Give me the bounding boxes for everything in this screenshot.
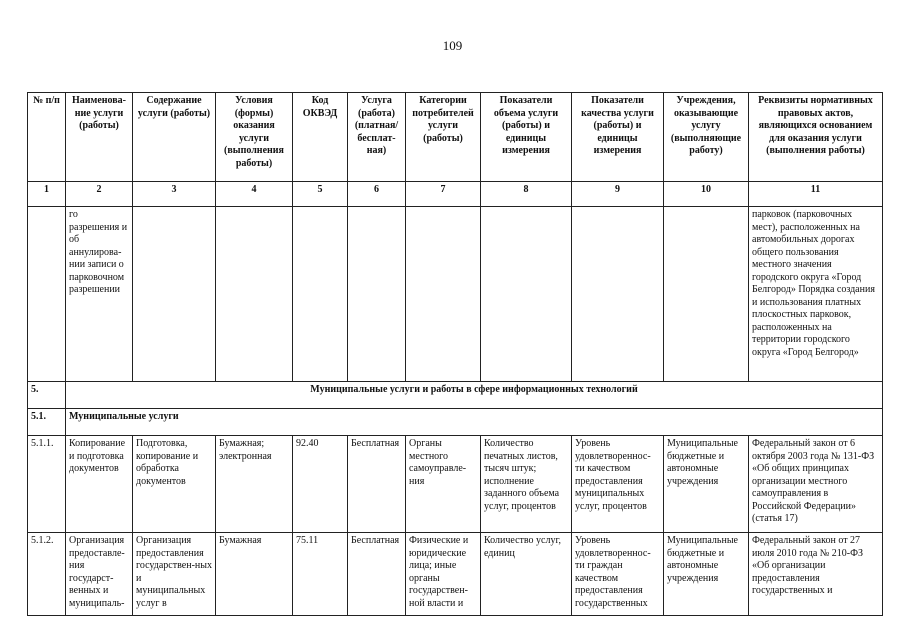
section-title: Муниципальные услуги и работы в сфере информационных технологий <box>66 382 883 409</box>
quality-indicators: Уровень удовлетвореннос-ти граждан качеством предоставления государственных <box>572 533 664 616</box>
column-number: 11 <box>749 182 883 207</box>
quality-indicators: Уровень удовлетвореннос-ти качеством предоставления муниципальных услуг, процентов <box>572 436 664 533</box>
column-number: 1 <box>28 182 66 207</box>
column-number: 4 <box>216 182 293 207</box>
institutions: Муниципальные бюджетные и автономные учреждения <box>664 533 749 616</box>
volume-indicators: Количество печатных листов, тысяч штук; исполнение заданного объема услуг, процентов <box>481 436 572 533</box>
service-content: Подготовка, копирование и обработка документов <box>133 436 216 533</box>
continuation-name-cell: го разрешения и об аннулирова-нии записи о парковочном разрешении <box>66 207 133 382</box>
legal-acts: Федеральный закон от 27 июля 2010 года № 210-ФЗ «Об организации предоставления государственных и <box>749 533 883 616</box>
section-number: 5. <box>28 382 66 409</box>
header-cell: Содержание услуги (работы) <box>133 93 216 182</box>
okved-code: 75.11 <box>293 533 348 616</box>
subsection-title: Муниципальные услуги <box>66 409 883 436</box>
services-table <box>27 92 883 616</box>
subsection-row <box>28 409 883 436</box>
column-number: 8 <box>481 182 572 207</box>
okved-code: 92.40 <box>293 436 348 533</box>
header-cell: Категории потребителей услуги (работы) <box>406 93 481 182</box>
service-conditions: Бумажная <box>216 533 293 616</box>
paid-status: Бесплатная <box>348 436 406 533</box>
column-number: 5 <box>293 182 348 207</box>
institutions: Муниципальные бюджетные и автономные учреждения <box>664 436 749 533</box>
header-cell: Показатели качества услуги (работы) и единицы измерения <box>572 93 664 182</box>
header-cell: № п/п <box>28 93 66 182</box>
row-number: 5.1.1. <box>28 436 66 533</box>
volume-indicators: Количество услуг, единиц <box>481 533 572 616</box>
column-number: 3 <box>133 182 216 207</box>
column-number: 9 <box>572 182 664 207</box>
header-row <box>28 93 883 182</box>
legal-acts: Федеральный закон от 6 октября 2003 года № 131-ФЗ «Об общих принципах организации местного самоуправления в Российской Федерации» (статья 17) <box>749 436 883 533</box>
column-number: 10 <box>664 182 749 207</box>
column-number: 7 <box>406 182 481 207</box>
continuation-row <box>28 207 883 382</box>
section-row <box>28 382 883 409</box>
continuation-legal-cell: парковок (парковочных мест), расположенных на автомобильных дорогах общего пользования местного значения городского округа «Город Белгород» Порядка создания и использования платных плоскостных парковок, расположенных на территории городского округа «Город Белгород» <box>749 207 883 382</box>
service-name: Копирование и подготовка документов <box>66 436 133 533</box>
column-number-row <box>28 182 883 207</box>
consumer-categories: Органы местного самоуправле-ния <box>406 436 481 533</box>
service-name: Организация предоставле-ния государст-венных и муниципаль- <box>66 533 133 616</box>
header-cell: Услуга (работа) (платная/ бесплат-ная) <box>348 93 406 182</box>
header-cell: Учреждения, оказывающие услугу (выполняющие работу) <box>664 93 749 182</box>
header-cell: Код ОКВЭД <box>293 93 348 182</box>
row-number: 5.1.2. <box>28 533 66 616</box>
service-content: Организация предоставления государствен-ных и муниципальных услуг в <box>133 533 216 616</box>
consumer-categories: Физические и юридические лица; иные органы государствен-ной власти и <box>406 533 481 616</box>
column-number: 2 <box>66 182 133 207</box>
column-number: 6 <box>348 182 406 207</box>
table-row <box>28 533 883 616</box>
paid-status: Бесплатная <box>348 533 406 616</box>
table-row <box>28 436 883 533</box>
header-cell: Показатели объема услуги (работы) и единицы измерения <box>481 93 572 182</box>
page-number: 109 <box>442 38 463 53</box>
header-cell: Условия (формы) оказания услуги (выполнения работы) <box>216 93 293 182</box>
service-conditions: Бумажная; электронная <box>216 436 293 533</box>
header-cell: Наименова-ние услуги (работы) <box>66 93 133 182</box>
subsection-number: 5.1. <box>28 409 66 436</box>
header-cell: Реквизиты нормативных правовых актов, являющихся основанием для оказания услуги (выполнения работы) <box>749 93 883 182</box>
